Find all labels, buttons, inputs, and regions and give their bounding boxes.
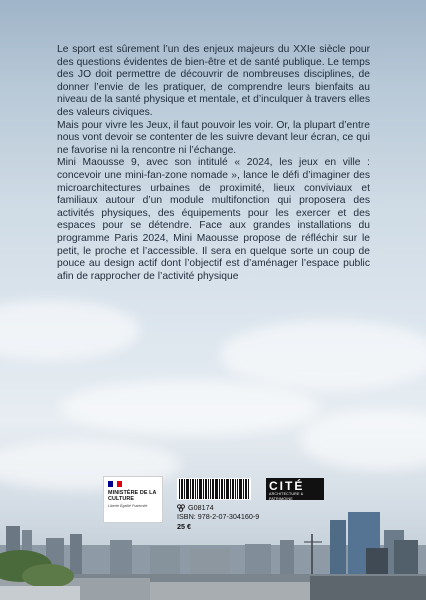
publisher-logo — [266, 478, 324, 500]
paragraph: Mini Maousse 9, avec son intitulé « 2024, les jeux en ville : concevoir une mini-fan-zone nomade », lance le défi d’imaginer des microarchitectures urbaines de proximité, lieux conviviaux et familiaux autour d’un module multifonction qui proposera des activités physiques, des équipements pour les exercer et des espaces pour se détendre. Face aux grandes installations du programme Paris 2024, Mini Maousse propose de réfléchir sur le petit, le proche et l’accessible. Il sera en quelque sorte un coup de pouce au design actif dont l’objectif est d’aménager l’espace public afin de rapprocher de l’activité physique — [57, 157, 370, 282]
cloud — [220, 320, 426, 390]
publication-info — [177, 503, 259, 531]
ministry-of-culture-logo — [103, 476, 163, 523]
back-cover-text — [57, 44, 370, 283]
cloud — [0, 300, 140, 360]
paragraph: Le sport est sûrement l’un des enjeux majeurs du XXIe siècle pour des questions évidentes de bien-être et de santé publique. Le temps des JO doit permettre de découvrir de nombreuses disciplines, de donner l’envie de les pratiquer, de comprendre leurs bienfaits au niveau de la santé physique et mentale, et d’inculquer à travers elles des valeurs civiques. — [57, 44, 370, 118]
cloud — [300, 410, 426, 470]
publisher-subtitle: ARCHITECTURE & PATRIMOINE — [269, 492, 304, 501]
publisher-name: CITÉ — [269, 479, 305, 493]
ministry-name: MINISTÈRE DE LA CULTURE — [108, 490, 157, 502]
isbn-barcode — [177, 478, 251, 500]
french-flag-icon — [108, 481, 122, 487]
product-reference: G08174 — [188, 503, 214, 512]
isbn-number: ISBN: 978-2-07-304160-9 — [177, 512, 260, 522]
recycling-icon — [177, 504, 185, 512]
paragraph: Mais pour vivre les Jeux, il faut pouvoir les voir. Or, la plupart d’entre nous vont devoir se contenter de les suivre devant leur écran, ce qui ne favorise ni la rencontre ni l’échange. — [57, 119, 370, 156]
cloud — [60, 380, 320, 435]
ministry-motto: Liberté Égalité Fraternité — [108, 504, 148, 508]
price: 25 € — [177, 521, 191, 531]
